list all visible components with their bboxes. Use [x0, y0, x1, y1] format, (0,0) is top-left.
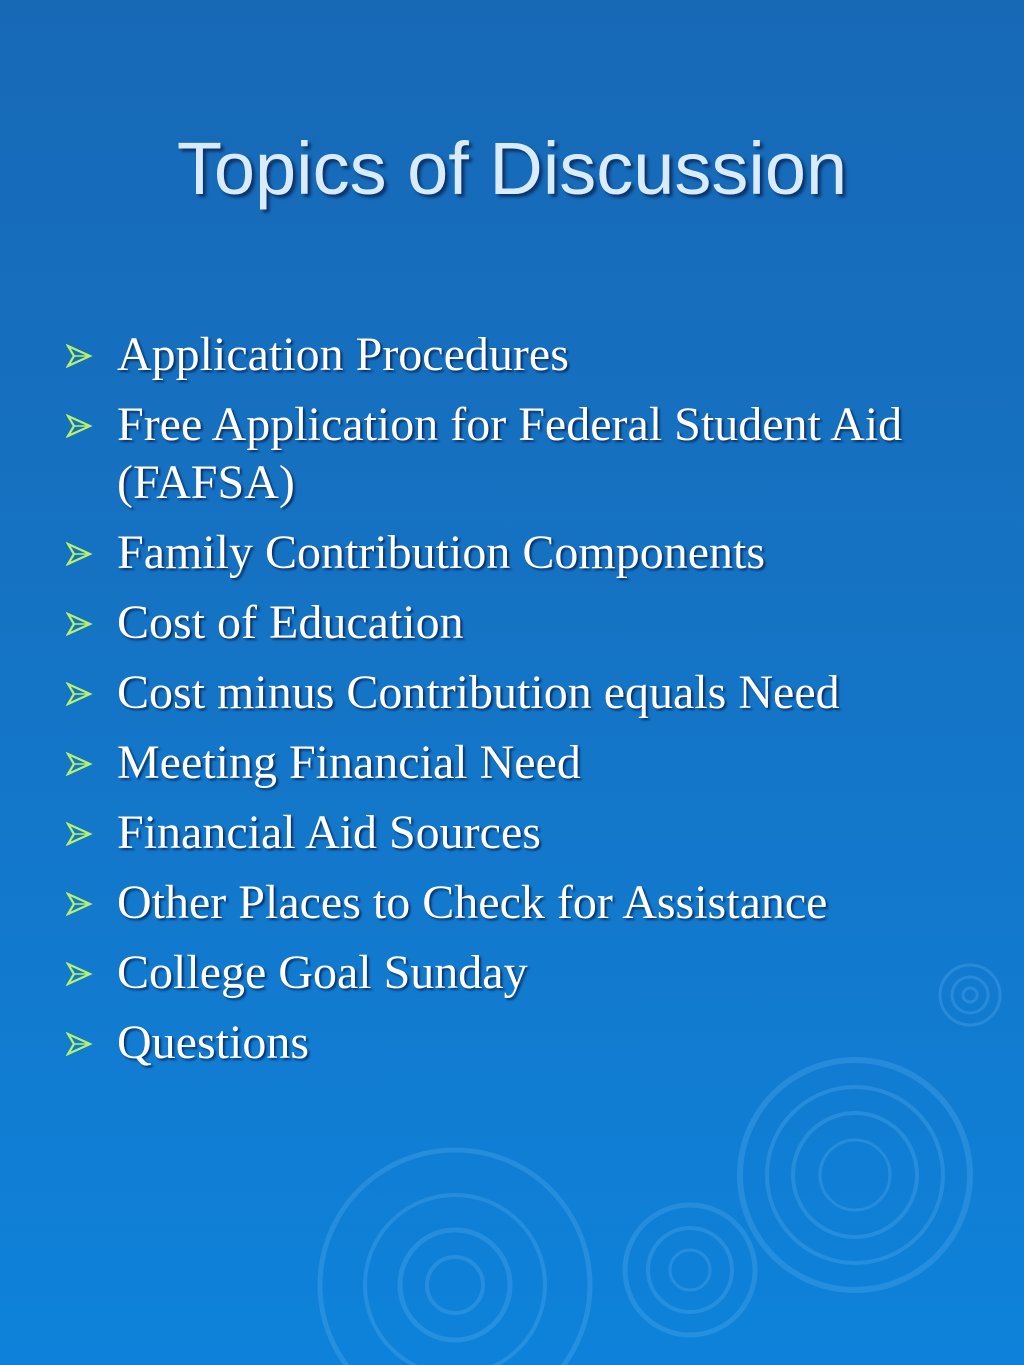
list-item — [66, 874, 966, 932]
list-item — [66, 524, 966, 582]
list-item-text: Cost minus Contribution equals Need — [117, 666, 840, 719]
slide-title: Topics of Discussion — [176, 127, 848, 210]
list-item-text: College Goal Sunday — [117, 946, 528, 999]
arrowhead-bullet-icon — [66, 682, 94, 706]
list-item-text: Family Contribution Components — [117, 526, 766, 579]
arrowhead-bullet-icon — [66, 414, 94, 438]
arrowhead-bullet-icon — [66, 892, 94, 916]
list-item — [66, 1014, 966, 1072]
list-item — [66, 944, 966, 1002]
arrowhead-bullet-icon — [66, 344, 94, 368]
arrowhead-bullet-icon — [66, 542, 94, 566]
arrowhead-bullet-icon — [66, 822, 94, 846]
list-item — [66, 804, 966, 862]
list-item-text: Financial Aid Sources — [117, 806, 541, 859]
list-item — [66, 396, 966, 512]
list-item-text: Free Application for Federal Student Aid (FAFSA) — [117, 398, 903, 509]
list-item — [66, 326, 966, 384]
arrowhead-bullet-icon — [66, 752, 94, 776]
list-item — [66, 664, 966, 722]
topics-list — [66, 326, 966, 1084]
list-item-text: Questions — [117, 1016, 309, 1069]
list-item — [66, 734, 966, 792]
arrowhead-bullet-icon — [66, 962, 94, 986]
list-item-text: Application Procedures — [117, 328, 569, 381]
list-item-text: Other Places to Check for Assistance — [117, 876, 828, 929]
list-item-text: Meeting Financial Need — [117, 736, 581, 789]
arrowhead-bullet-icon — [66, 612, 94, 636]
list-item-text: Cost of Education — [117, 596, 464, 649]
list-item — [66, 594, 966, 652]
arrowhead-bullet-icon — [66, 1032, 94, 1056]
